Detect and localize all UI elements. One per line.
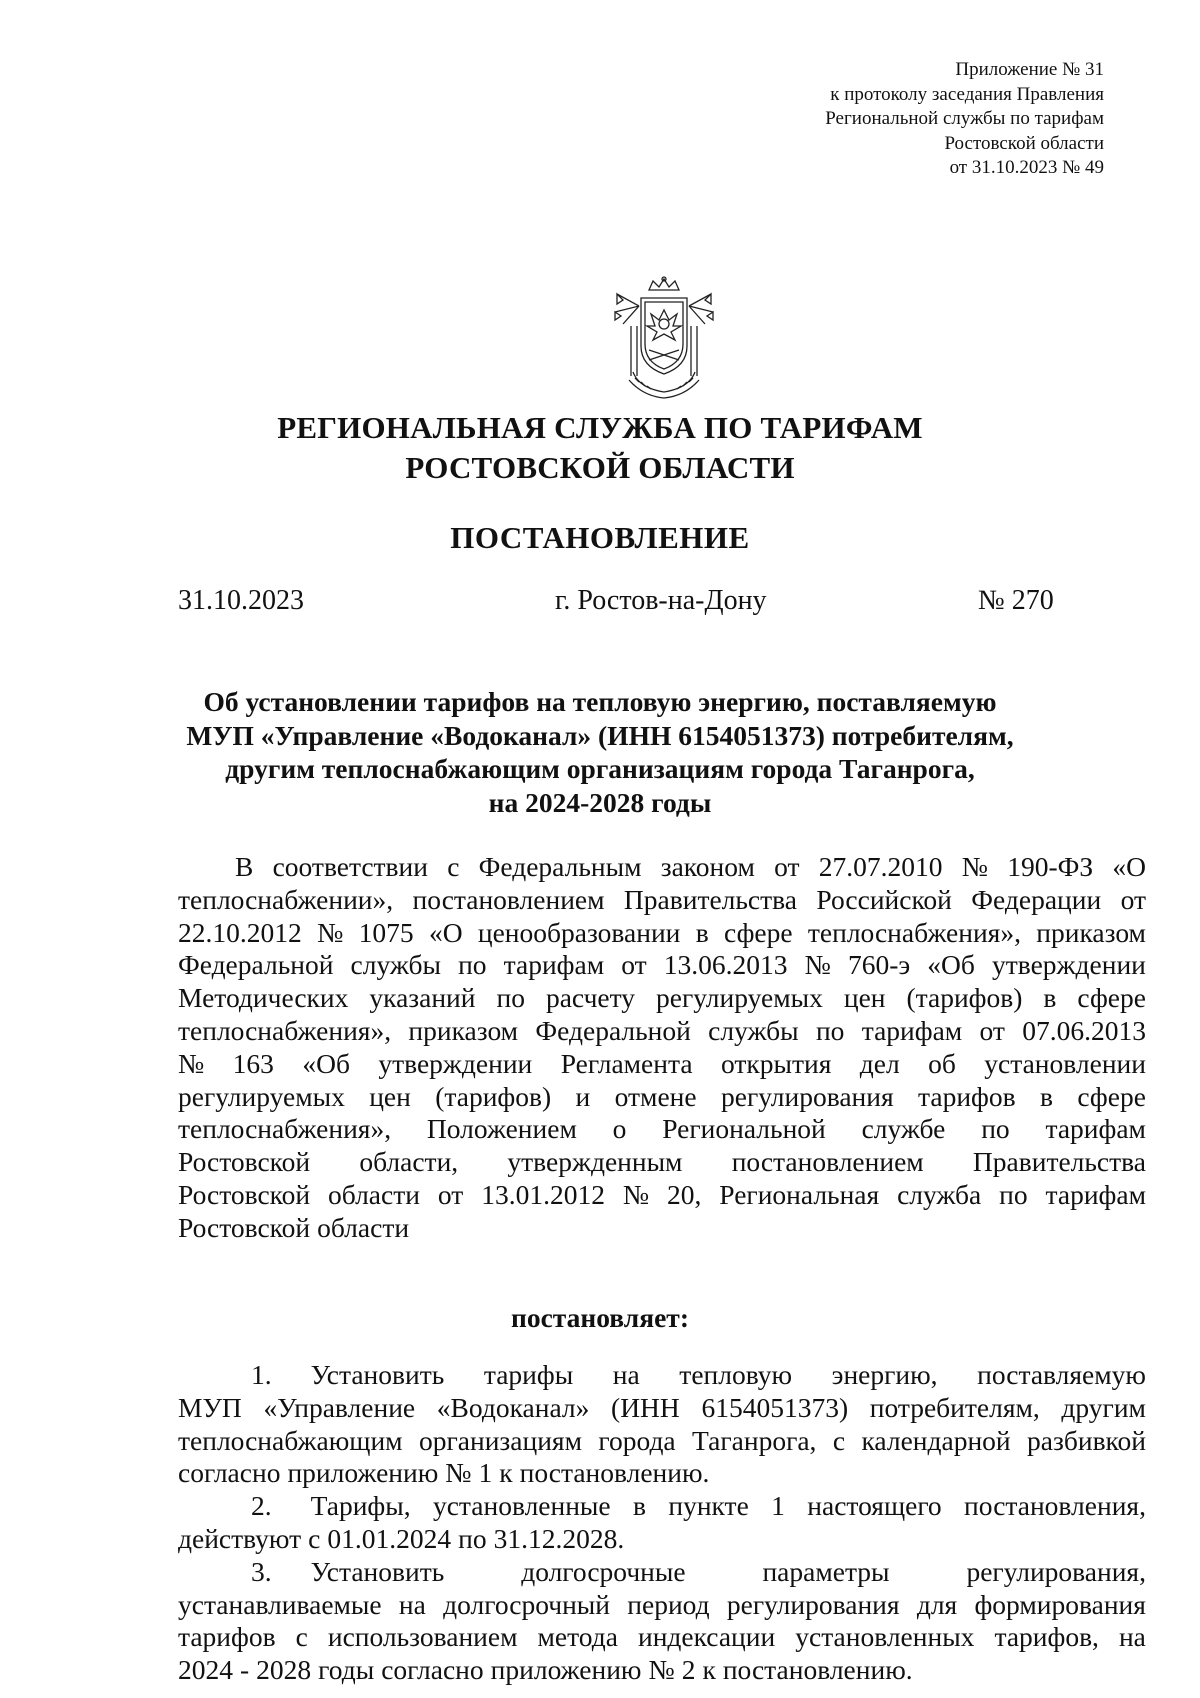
appendix-line: Региональной службы по тарифам	[825, 108, 1104, 129]
list-item-first-line	[178, 1359, 1146, 1392]
preamble-line: теплоснабжения», Положением о Региональной службе по тарифам	[178, 1113, 1146, 1145]
list-item-line: МУП «Управление «Водоканал» (ИНН 6154051373) потребителям, другим	[178, 1391, 1146, 1423]
list-item-line: тарифов с использованием метода индексации установленных тарифов, на	[178, 1621, 1146, 1653]
item-first-line-text: Установить долгосрочные параметры регулирования,	[310, 1555, 1146, 1587]
list-item-line: 2024 - 2028 годы согласно приложению № 2 к постановлению.	[178, 1654, 913, 1686]
list-item-line: действуют с 01.01.2024 по 31.12.2028.	[178, 1522, 625, 1554]
item-first-line-text: Установить тарифы на тепловую энергию, поставляемую	[310, 1359, 1146, 1390]
list-item-line: устанавливаемые на долгосрочный период регулирования для формирования	[178, 1588, 1146, 1620]
appendix-line: к протоколу заседания Правления	[830, 83, 1104, 105]
preamble-line: В соответствии с Федеральным законом от 27.07.2010 № 190-ФЗ «О	[235, 851, 1146, 882]
subject-line: МУП «Управление «Водоканал» (ИНН 6154051373) потребителям,	[186, 719, 1014, 751]
document-number: № 270	[978, 585, 1054, 616]
preamble-line: № 163 «Об утверждении Регламента открытия дел об установлении	[178, 1047, 1146, 1079]
list-item-line: согласно приложению № 1 к постановлению.	[178, 1457, 710, 1489]
preamble-line: Ростовской области	[178, 1211, 410, 1243]
list-item-first-line	[178, 1490, 1146, 1523]
preamble-line: Федеральной службы по тарифам от 13.06.2013 № 760-э «Об утверждении	[178, 949, 1146, 981]
preamble-line: регулируемых цен (тарифов) и отмене регулирования тарифов в сфере	[178, 1080, 1146, 1112]
document-subject	[120, 685, 1080, 819]
item-number: 3.	[251, 1555, 272, 1587]
appendix-note	[684, 58, 1104, 181]
resolution-items	[178, 1359, 1146, 1687]
list-item-first-line	[178, 1556, 1146, 1589]
subject-line: на 2024-2028 годы	[488, 786, 712, 818]
organization-name-line2: РОСТОВСКОЙ ОБЛАСТИ	[405, 450, 795, 485]
preamble-line: Ростовской области, утвержденным постановлением Правительства	[178, 1146, 1146, 1178]
item-number: 1.	[251, 1359, 272, 1390]
coat-of-arms-icon	[609, 276, 719, 400]
preamble-paragraph	[178, 851, 1146, 1245]
resolves-heading: постановляет:	[511, 1302, 689, 1333]
document-type-title: ПОСТАНОВЛЕНИЕ	[450, 520, 750, 555]
preamble-line: Методических указаний по расчету регулируемых цен (тарифов) в сфере	[178, 982, 1146, 1014]
item-number: 2.	[251, 1490, 272, 1522]
appendix-line: от 31.10.2023 № 49	[949, 157, 1104, 178]
appendix-line: Ростовской области	[944, 132, 1104, 154]
list-item-line: теплоснабжающим организациям города Таганрога, с календарной разбивкой	[178, 1424, 1146, 1456]
item-first-line-text: Тарифы, установленные в пункте 1 настоящего постановления,	[310, 1490, 1146, 1522]
subject-line: другим теплоснабжающим организациям города Таганрога,	[225, 753, 975, 784]
organization-name-line1: РЕГИОНАЛЬНАЯ СЛУЖБА ПО ТАРИФАМ	[277, 410, 923, 445]
appendix-line: Приложение № 31	[955, 59, 1104, 80]
document-city: г. Ростов-на-Дону	[555, 585, 767, 616]
subject-line: Об установлении тарифов на тепловую энергию, поставляемую	[203, 686, 997, 717]
preamble-line: теплоснабжения», приказом Федеральной службы по тарифам от 07.06.2013	[178, 1014, 1146, 1046]
preamble-line: теплоснабжении», постановлением Правительства Российской Федерации от	[178, 883, 1146, 915]
preamble-line: 22.10.2012 № 1075 «О ценообразовании в сфере теплоснабжения», приказом	[178, 916, 1146, 948]
preamble-line: Ростовской области от 13.01.2012 № 20, Региональная служба по тарифам	[178, 1178, 1146, 1210]
document-date: 31.10.2023	[178, 585, 304, 616]
